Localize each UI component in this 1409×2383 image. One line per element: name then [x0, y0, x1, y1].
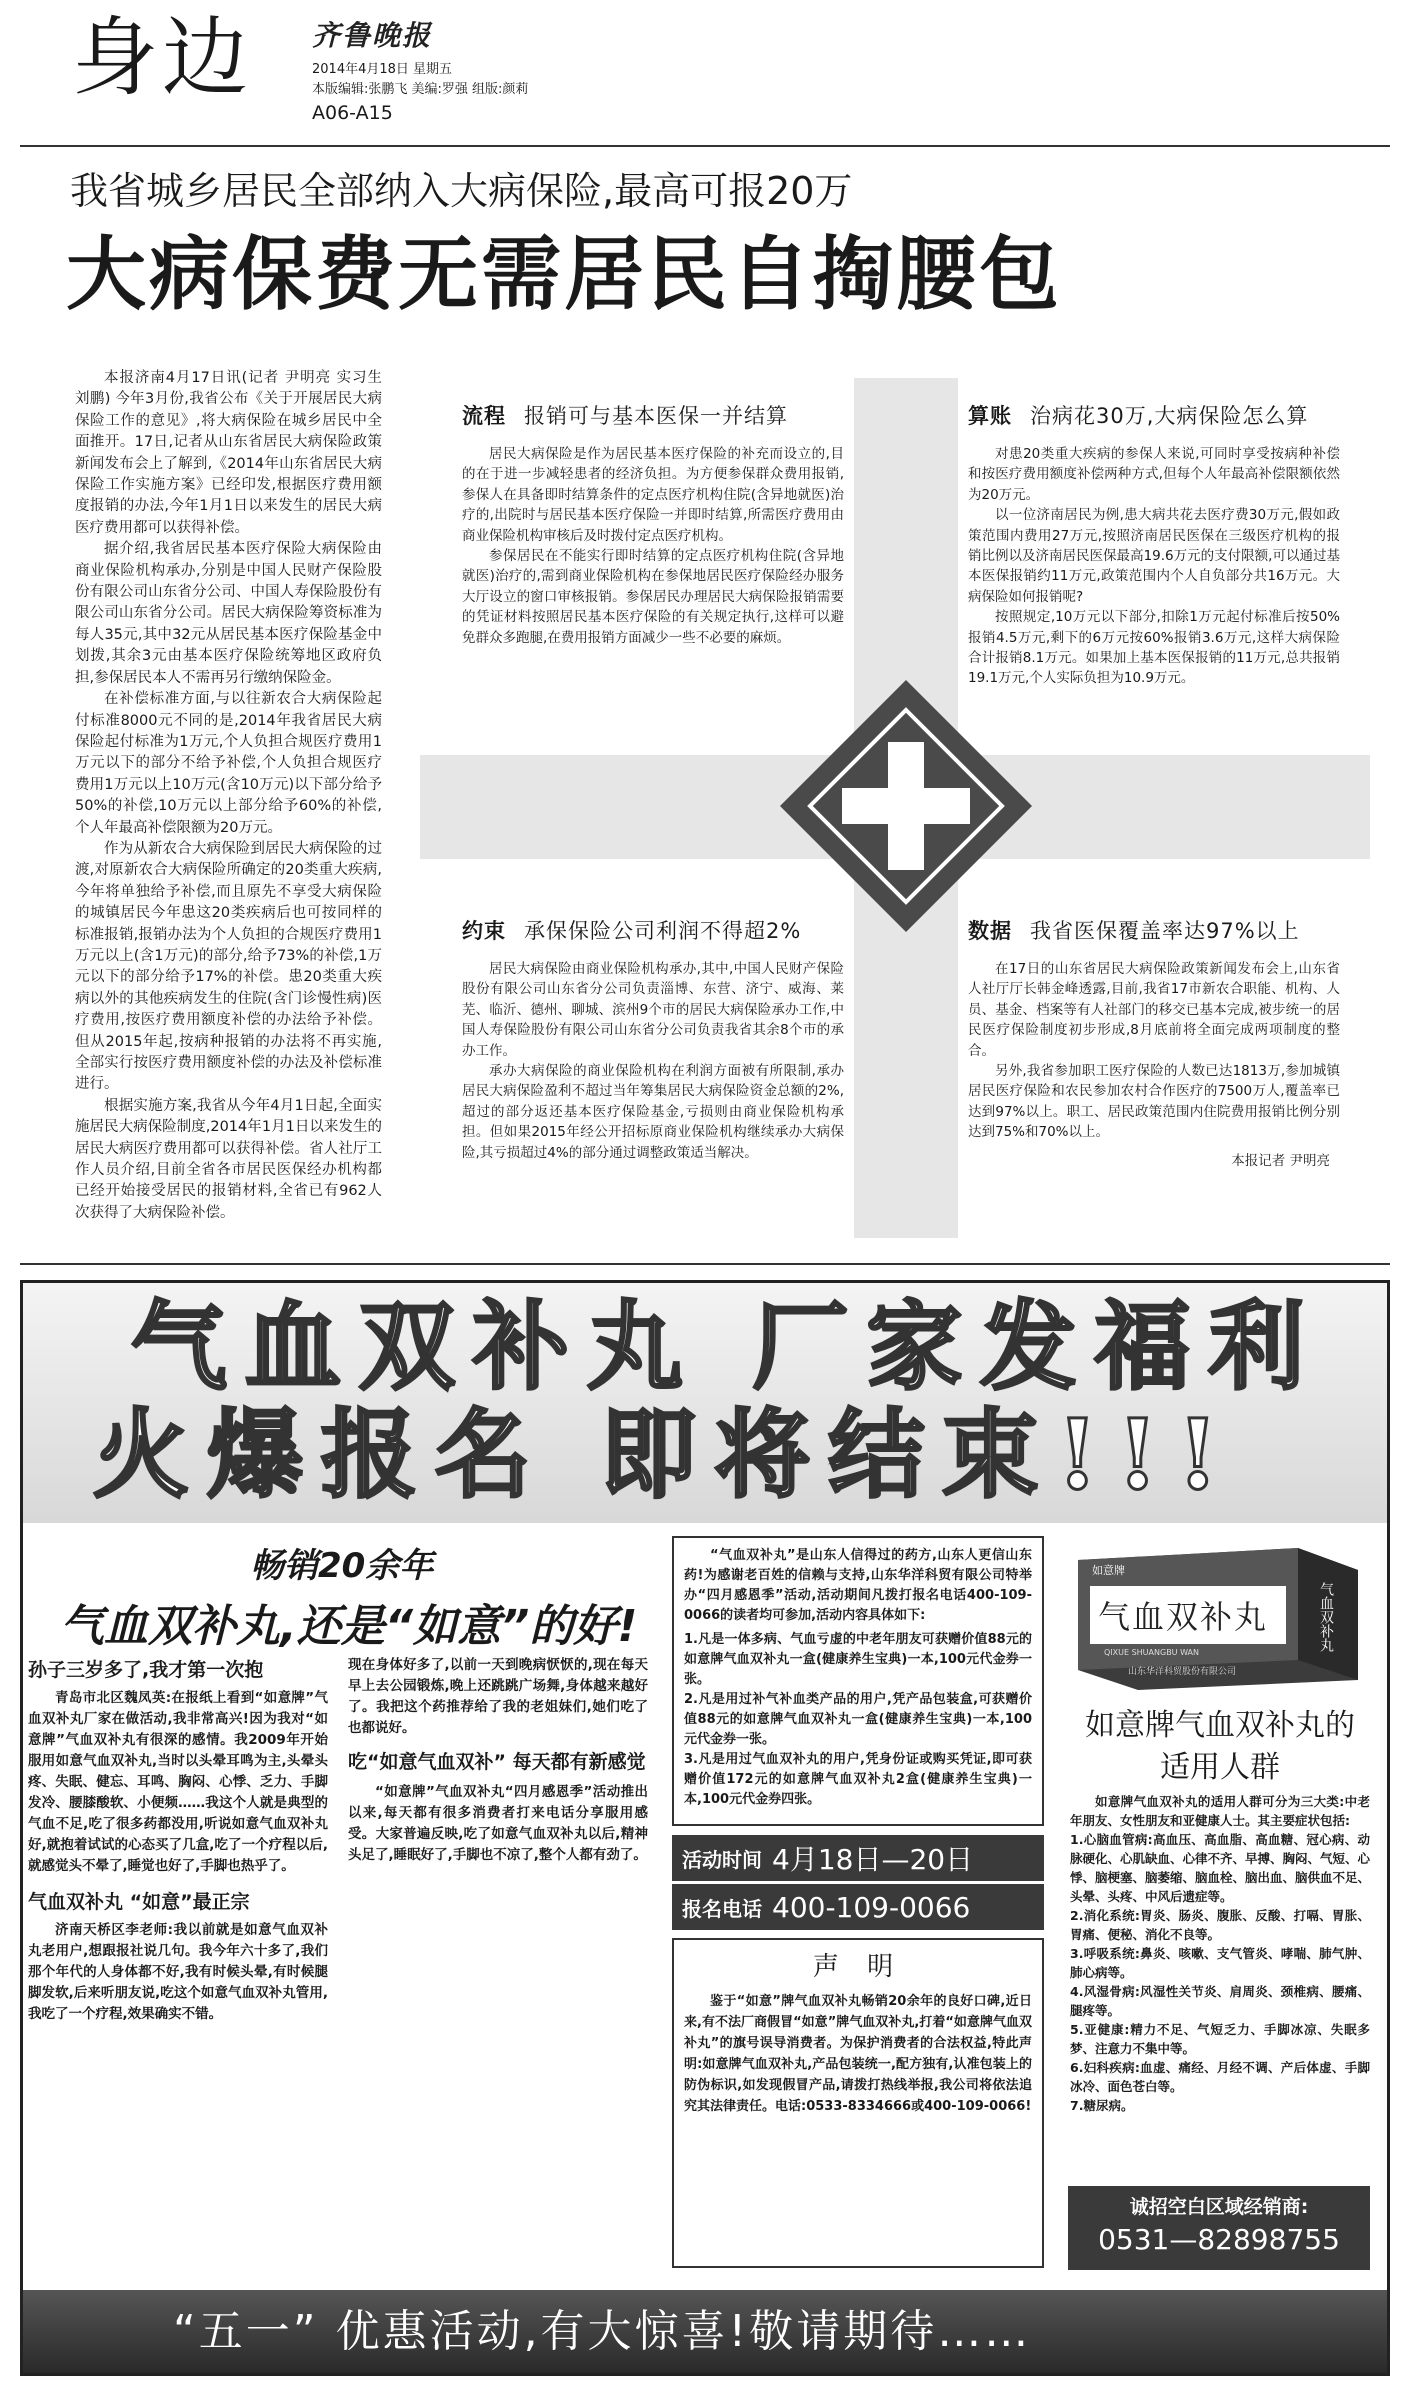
section-tag: 流程 — [462, 404, 506, 428]
people-title-2: 适用人群 — [1160, 1750, 1280, 1785]
paragraph: 本报济南4月17日讯(记者 尹明亮 实习生 刘鹏) 今年3月份,我省公布《关于开展居民大病保险工作的意见》,将大病保险在城乡居民中全面推开。17日,记者从山东省居民大病保险政策新闻发布会上了解到,《2014年山东省居民大病保险工作实施方案》已经印发,根据医疗费用额度报销的办法,今年1月1日以来发生的居民大病医疗费用都可以获得补偿。 — [75, 370, 382, 536]
byline: 本报记者 尹明亮 — [1231, 1152, 1330, 1169]
product-name-vertical: 气血双补丸 — [1318, 1582, 1334, 1652]
ad-column-3 — [672, 1536, 1044, 1826]
ad-subhead: 孙子三岁多了,我才第一次抱 — [28, 1659, 264, 1681]
section-heading — [462, 915, 844, 945]
product-company: 山东华洋科贸股份有限公司 — [1128, 1667, 1237, 1677]
people-item: 7.糖尿病。 — [1070, 2098, 1134, 2113]
section-title-text: 治病花30万,大病保险怎么算 — [1030, 404, 1309, 428]
statement-title: 声 明 — [812, 1952, 904, 1982]
section-tag: 算账 — [968, 404, 1012, 428]
article-bottom-rule — [20, 1263, 1390, 1265]
people-list — [1070, 1792, 1370, 2115]
ad-column-2 — [348, 1655, 648, 1866]
dealer-phone: 0531—82898755 — [1098, 2223, 1340, 2256]
paragraph: 参保居民在不能实行即时结算的定点医疗机构住院(含异地就医)治疗的,需到商业保险机构在参保地居民医疗保险经办服务大厅设立的窗口审核报销。参保居民办理居民大病保险报销需要的凭证材料按照居民基本医疗保险的有关规定执行,这样可以避免群众多跑腿,在费用报销方面减少一些不必要的麻烦。 — [462, 548, 844, 646]
issue-date: 2014年4月18日 星期五 — [312, 62, 453, 77]
section-title-text: 我省医保覆盖率达97%以上 — [1030, 919, 1300, 943]
product-name: 气血双补丸 — [1098, 1598, 1269, 1636]
product-box-image — [1068, 1540, 1368, 1690]
paragraph: 对患20类重大疾病的参保人来说,可同时享受按病种补偿和按医疗费用额度补偿两种方式,但每个人年最高补偿限额依然为20万元。 — [968, 446, 1340, 503]
section-title: 身边 — [72, 8, 252, 108]
signup-phone-label: 报名电话 — [682, 1896, 762, 1921]
section-constraint — [462, 915, 844, 1163]
section-tag: 数据 — [968, 919, 1012, 943]
paragraph: 以一位济南居民为例,患大病共花去医疗费30万元,假如政策范围内费用27万元,按照济南居民医保在三级医疗机构的报销比例以及济南居民医保最高19.6万元的支付限额,可以通过基本医保报销约11万元,政策范围内个人自负部分共16万元。大病保险如何报销呢? — [968, 507, 1340, 605]
activity-time-label: 活动时间 — [682, 1847, 762, 1872]
paragraph: 作为从新农合大病保险到居民大病保险的过渡,对原新农合大病保险所确定的20类重大疾病,今年将单独给予补偿,而且原先不享受大病保险的城镇居民今年患这20类疾病后也可按同样的标准报销,报销办法为个人负担的合规医疗费用1万元以上(含1万元)的部分,给予73%的补偿,1万元以下的部分给予17%的补偿。患20类重大疾病以外的其他疾病发生的住院(含门诊慢性病)医疗费用,按医疗费用额度补偿的办法给予补偿。但从2015年起,按病种报销的办法将不再实施,全部实行按医疗费用额度补偿的办法及补偿标准进行。 — [75, 840, 382, 1093]
section-account — [968, 400, 1340, 689]
paragraph: 承办大病保险的商业保险机构在利润方面被有所限制,承办居民大病保险盈利不超过当年筹集居民大病保险资金总额的2%,超过的部分返还基本医疗保险基金,亏损则由商业保险机构承担。但如果2015年经公开招标原商业保险机构继续承办大病保险,其亏损超过4%的部分通过调整政策适当解决。 — [462, 1063, 844, 1161]
people-title-1: 如意牌气血双补丸的 — [1085, 1708, 1355, 1743]
banner-line-2: 火爆报名 即将结束!!! — [93, 1398, 1237, 1511]
page-range: A06-A15 — [312, 102, 393, 124]
dealer-label: 诚招空白区域经销商: — [1129, 2196, 1309, 2218]
paragraph: 在补偿标准方面,与以往新农合大病保险起付标准8000元不同的是,2014年我省居民大病保险起付标准为1万元,个人负担合规医疗费用1万元以下的部分不给予补偿,个人负担合规医疗费用1万元以上10万元(含10万元)以下部分给予50%的补偿,10万元以上部分给予60%的补偿,个人年最高补偿限额为20万元。 — [75, 691, 382, 836]
people-item: 6.妇科疾病:血虚、痛经、月经不调、产后体虚、手脚冰冷、面色苍白等。 — [1070, 2060, 1370, 2094]
people-item: 5.亚健康:精力不足、气短乏力、手脚冰凉、失眠多梦、注意力不集中等。 — [1070, 2022, 1370, 2056]
activity-item: 3.凡是用过气血双补丸的用户,凭身份证或购买凭证,即可获赠价值172元的如意牌气血双补丸2盒(健康养生宝典)一本,100元代金券四张。 — [684, 1752, 1032, 1807]
ad-column-1 — [28, 1655, 328, 2025]
section-heading — [462, 400, 844, 430]
section-title-text: 报销可与基本医保一并结算 — [524, 404, 788, 428]
activity-time-value: 4月18日—20日 — [772, 1843, 974, 1876]
ad-text: 济南天桥区李老师:我以前就是如意气血双补丸老用户,想跟报社说几句。我今年六十多了,我们那个年代的人身体都不好,我有时候头晕,有时候腿脚发软,后来听朋友说,吃这个如意气血双补丸管用,我吃了一个疗程,效果确实不错。 — [28, 1922, 328, 2022]
product-en-name: QIXUE SHUANGBU WAN — [1104, 1648, 1200, 1657]
ad-subhead: 气血双补丸 “如意”最正宗 — [28, 1891, 250, 1913]
article-left-column — [75, 368, 382, 1224]
signup-phone-box — [672, 1884, 1044, 1930]
paragraph: 另外,我省参加职工医疗保险的人数已达1813万,参加城镇居民医疗保险和农民参加农村合作医疗的7500万人,覆盖率已达到97%以上。职工、居民政策范围内住院费用报销比例分别达到75%和70%以上。 — [968, 1063, 1340, 1141]
signup-phone-value: 400-109-0066 — [772, 1890, 971, 1924]
banner-line-1: 气血双补丸 厂家发福利 — [131, 1290, 1323, 1403]
section-flow — [462, 400, 844, 648]
people-item: 1.心脑血管病:高血压、高血脂、高血糖、冠心病、动脉硬化、心肌缺血、心律不齐、早搏、胸闷、气短、心悸、脑梗塞、脑萎缩、脑血栓、脑出血、脑供血不足、头晕、头疼、中风后遗症等。 — [1070, 1832, 1371, 1904]
promo-text: “五一” 优惠活动,有大惊喜!敬请期待…… — [173, 2306, 1032, 2357]
ad-text: “如意牌”气血双补丸“四月感恩季”活动推出以来,每天都有很多消费者打来电话分享服用感受。大家普遍反映,吃了如意气血双补丸以后,精神头足了,睡眠好了,手脚也不凉了,整个人都有劲了。 — [348, 1784, 648, 1863]
activity-time-box — [672, 1835, 1044, 1881]
medical-cross-icon — [780, 680, 1032, 932]
masthead-rule — [20, 145, 1390, 147]
people-item: 2.消化系统:胃炎、肠炎、腹胀、反酸、打嗝、胃胀、胃痛、便秘、消化不良等。 — [1070, 1908, 1370, 1942]
ad-title-small: 畅销20余年 — [250, 1546, 434, 1586]
ad-banner — [23, 1283, 1387, 1523]
people-item: 4.风湿骨病:风湿性关节炎、肩周炎、颈椎病、腰痛、腿疼等。 — [1070, 1984, 1370, 2018]
people-item: 3.呼吸系统:鼻炎、咳嗽、支气管炎、哮喘、肺气肿、肺心病等。 — [1070, 1946, 1370, 1980]
activity-item: 1.凡是一体多病、气血亏虚的中老年朋友可获赠价值88元的如意牌气血双补丸一盒(健康养生宝典)一本,100元代金券一张。 — [684, 1632, 1032, 1687]
product-brand: 如意牌 — [1092, 1564, 1125, 1577]
paper-logo: 齐鲁晚报 — [312, 19, 433, 52]
statement-text: 鉴于“如意”牌气血双补丸畅销20余年的良好口碑,近日来,有不法厂商假冒“如意”牌气血双补丸,打着“如意牌气血双补丸”的旗号误导消费者。为保护消费者的合法权益,特此声明:如意牌气血双补丸,产品包装统一,配方独有,认准包装上的防伪标识,如发现假冒产品,请拨打热线举报,我公司将依法追究其法律责任。电话:0533-8334666或400-109-0066! — [684, 1994, 1032, 2114]
activity-item: 2.凡是用过补气补血类产品的用户,凭产品包装盒,可获赠价值88元的如意牌气血双补丸一盒(健康养生宝典)一本,100元代金券一张。 — [684, 1692, 1032, 1747]
paragraph: 在17日的山东省居民大病保险政策新闻发布会上,山东省人社厅厅长韩金峰透露,目前,我省17市新农合职能、机构、人员、基金、档案等有人社部门的移交已基本完成,被步统一的居民医疗保险制度初步形成,8月底前将全面完成两项制度的整合。 — [968, 961, 1340, 1059]
ad-title-big: 气血双补丸,还是“如意”的好! — [60, 1601, 638, 1652]
promo-strip — [23, 2290, 1387, 2373]
section-heading — [968, 400, 1340, 430]
headline-main: 大病保费无需居民自掏腰包 — [66, 227, 1062, 321]
paragraph: 居民大病保险是作为居民基本医疗保险的补充而设立的,目的在于进一步减轻患者的经济负担。为方便参保群众费用报销,参保人在具备即时结算条件的定点医疗机构住院(含异地就医)治疗的,出院时与居民基本医疗保险一并即时结算,所需医疗费用由商业保险机构审核后及时拨付定点医疗机构。 — [462, 446, 844, 544]
ad-subhead: 吃“如意气血双补” 每天都有新感觉 — [348, 1751, 646, 1773]
statement-box — [672, 1938, 1044, 2268]
paragraph: 根据实施方案,我省从今年4月1日起,全面实施居民大病保险制度,2014年1月1日以来发生的居民大病医疗费用都可以获得补偿。省人社厅工作人员介绍,目前全省各市居民医保经办机构都已经开始接受居民的报销材料,全省已有962人次获得了大病保险补偿。 — [75, 1097, 382, 1221]
section-title-text: 承保保险公司利润不得超2% — [524, 919, 802, 943]
section-heading — [968, 915, 1340, 945]
section-data — [968, 915, 1340, 1171]
paragraph: 居民大病保险由商业保险机构承办,其中,中国人民财产保险股份有限公司山东省分公司负责淄博、东营、济宁、威海、莱芜、临沂、德州、聊城、滨州9个市的居民大病保险承办工作,中国人寿保险股份有限公司山东省分公司负责我省其余8个市的承办工作。 — [462, 961, 844, 1059]
ad-text: 青岛市北区魏凤英:在报纸上看到“如意牌”气血双补丸厂家在做活动,我非常高兴!因为我对“如意牌”气血双补丸有很深的感情。我2009年开始服用如意气血双补丸,当时以头晕耳鸣为主,头晕头疼、失眠、健忘、耳鸣、胸闷、心悸、乏力、手脚发冷、腰膝酸软、小便频……我这个人就是典型的气血不足,吃了很多药都没用,听说如意气血双补丸好,就抱着试试的心态买了几盒,吃了一个疗程以后,就感觉头不晕了,睡觉也好了,手脚也热乎了。 — [28, 1690, 328, 1874]
ad-text: 现在身体好多了,以前一天到晚病恹恹的,现在每天早上去公园锻炼,晚上还跳跳广场舞,身体越来越好了。我把这个药推荐给了我的老姐妹们,她们吃了也都说好。 — [348, 1657, 648, 1736]
dealer-box — [1068, 2186, 1370, 2270]
paragraph: 按照规定,10万元以下部分,扣除1万元起付标准后按50%报销4.5万元,剩下的6万元按60%报销3.6万元,这样大病保险合计报销8.1万元。如果加上基本医保报销的11万元,总共报销19.1万元,个人实际负担为10.9万元。 — [968, 609, 1340, 687]
staff-line: 本版编辑:张鹏飞 美编:罗强 组版:颜莉 — [312, 82, 529, 97]
headline-sub: 我省城乡居民全部纳入大病保险,最高可报20万 — [70, 169, 853, 213]
ad-text: “气血双补丸”是山东人信得过的药方,山东人更信山东药!为感谢老百姓的信赖与支持,山东华洋科贸有限公司特举办“四月感恩季”活动,活动期间凡拨打报名电话400-109-0066的读者均可参加,活动内容具体如下: — [684, 1548, 1032, 1623]
people-intro: 如意牌气血双补丸的适用人群可分为三大类:中老年朋友、女性朋友和亚健康人士。其主要症状包括: — [1070, 1794, 1370, 1828]
paragraph: 据介绍,我省居民基本医疗保险大病保险由商业保险机构承办,分别是中国人民财产保险股份有限公司山东省分公司、中国人寿保险股份有限公司山东省分公司。居民大病保险筹资标准为每人35元,其中32元从居民基本医疗保险基金中划拨,其余3元由基本医疗保险统筹地区政府负担,参保居民本人不需再另行缴纳保险金。 — [75, 541, 382, 686]
section-tag: 约束 — [462, 919, 506, 943]
